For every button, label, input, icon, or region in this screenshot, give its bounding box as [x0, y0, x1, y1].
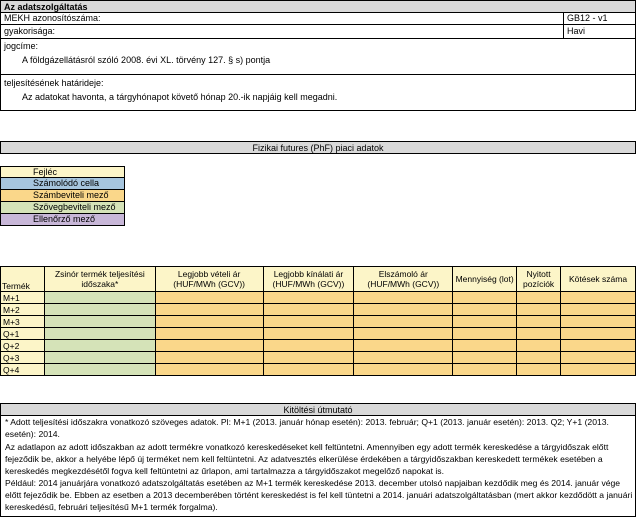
frequency-value-cell[interactable]	[563, 25, 636, 38]
col-header-best-bid: Legjobb vételi ár (HUF/MWh (GCV))	[155, 267, 263, 292]
col-header-termek: Termék	[1, 267, 45, 292]
legend-label: Ellenőrző mező	[33, 214, 96, 224]
best-ask-input[interactable]	[263, 328, 354, 340]
settlement-input[interactable]	[354, 340, 453, 352]
row-label: Q+2	[1, 340, 45, 352]
col-header-zsinor: Zsinór termék teljesítési időszaka*	[44, 267, 155, 292]
legal-basis-block	[0, 39, 636, 75]
open-positions-input[interactable]	[517, 292, 561, 304]
period-input[interactable]	[44, 352, 155, 364]
trades-input[interactable]	[561, 328, 636, 340]
row-label: Q+3	[1, 352, 45, 364]
best-ask-input[interactable]	[263, 352, 354, 364]
legal-basis-text: A földgázellátásról szóló 2008. évi XL. törvény 127. § s) pontja	[22, 55, 271, 65]
settlement-input[interactable]	[354, 292, 453, 304]
quantity-input[interactable]	[453, 328, 517, 340]
legal-basis-label: jogcíme:	[4, 41, 39, 51]
frequency-value: Havi	[567, 26, 586, 36]
period-input[interactable]	[44, 316, 155, 328]
open-positions-input[interactable]	[517, 304, 561, 316]
col-header-open-positions: Nyitott pozíciók	[517, 267, 561, 292]
best-ask-input[interactable]	[263, 364, 354, 376]
best-bid-input[interactable]	[155, 292, 263, 304]
open-positions-input[interactable]	[517, 352, 561, 364]
best-ask-input[interactable]	[263, 292, 354, 304]
legend-label: Fejléc	[33, 167, 58, 177]
row-label: M+1	[1, 292, 45, 304]
best-ask-input[interactable]	[263, 340, 354, 352]
period-input[interactable]	[44, 292, 155, 304]
instructions-body	[0, 416, 636, 517]
settlement-input[interactable]	[354, 328, 453, 340]
instructions-title: Kitöltési útmutató	[283, 405, 353, 415]
trades-input[interactable]	[561, 292, 636, 304]
section-title-bar	[0, 0, 636, 13]
table-row	[1, 352, 636, 364]
period-input[interactable]	[44, 304, 155, 316]
settlement-input[interactable]	[354, 316, 453, 328]
mekh-label: MEKH azonosítószáma:	[4, 13, 101, 23]
best-bid-input[interactable]	[155, 304, 263, 316]
instruction-paragraph: * Adott teljesítési időszakra vonatkozó szöveges adatok. Pl: M+1 (2013. január hónap esetén): 2013. február; Q+1 (2013. január esetén): 2013. Q2; Y+1 (2013. esetén): 2014.	[5, 417, 609, 439]
row-label: M+2	[1, 304, 45, 316]
trades-input[interactable]	[561, 340, 636, 352]
mekh-value: GB12 - v1	[567, 13, 608, 23]
deadline-block	[0, 75, 636, 111]
quantity-input[interactable]	[453, 340, 517, 352]
legend-label: Számbeviteli mező	[33, 190, 109, 200]
legend-item-check	[0, 214, 125, 226]
quantity-input[interactable]	[453, 304, 517, 316]
quantity-input[interactable]	[453, 292, 517, 304]
quantity-input[interactable]	[453, 352, 517, 364]
open-positions-input[interactable]	[517, 328, 561, 340]
legend-label: Számolódó cella	[33, 178, 100, 188]
mekh-row	[0, 13, 636, 25]
mekh-value-cell[interactable]	[563, 13, 636, 24]
subtitle-bar	[0, 141, 636, 154]
best-ask-input[interactable]	[263, 316, 354, 328]
col-header-settlement: Elszámoló ár (HUF/MWh (GCV))	[354, 267, 453, 292]
subtitle: Fizikai futures (PhF) piaci adatok	[252, 143, 384, 153]
trades-input[interactable]	[561, 304, 636, 316]
col-header-trades: Kötések száma	[561, 267, 636, 292]
section-title: Az adatszolgáltatás	[4, 2, 88, 12]
frequency-row	[0, 25, 636, 39]
table-row	[1, 316, 636, 328]
legend-item-header	[0, 166, 125, 178]
trades-input[interactable]	[561, 352, 636, 364]
col-header-quantity: Mennyiség (lot)	[453, 267, 517, 292]
best-bid-input[interactable]	[155, 316, 263, 328]
frequency-label: gyakorisága:	[4, 26, 56, 36]
settlement-input[interactable]	[354, 304, 453, 316]
open-positions-input[interactable]	[517, 364, 561, 376]
table-row	[1, 364, 636, 376]
best-bid-input[interactable]	[155, 328, 263, 340]
period-input[interactable]	[44, 364, 155, 376]
period-input[interactable]	[44, 340, 155, 352]
deadline-label: teljesítésének határideje:	[4, 78, 104, 88]
col-header-best-ask: Legjobb kínálati ár (HUF/MWh (GCV))	[263, 267, 354, 292]
best-bid-input[interactable]	[155, 352, 263, 364]
legend-item-number	[0, 190, 125, 202]
legend-label: Szövegbeviteli mező	[33, 202, 116, 212]
instructions-title-bar	[0, 403, 636, 416]
period-input[interactable]	[44, 328, 155, 340]
best-ask-input[interactable]	[263, 304, 354, 316]
futures-data-table	[0, 266, 636, 376]
quantity-input[interactable]	[453, 364, 517, 376]
quantity-input[interactable]	[453, 316, 517, 328]
instruction-paragraph: Az adatlapon az adott időszakban az adott termékre vonatkozó kereskedéseket kell feltüntetni. Amennyiben egy adott termék kereskedése a tárgyidőszak előtt fejeződik be, akkor a helyébe lépő új terméket nem kell feltüntetni. Az adatvesztés elkerülése érdekében a tárgyidőszakban kereskedett termékek esetében a kereskedés megkezdésétől fogva kell feltüntetni az űrlapon, ami tartalmazza a tárgyidőszakot megelőző napokat is.	[5, 442, 609, 476]
legend-item-calculated	[0, 178, 125, 190]
table-row	[1, 292, 636, 304]
best-bid-input[interactable]	[155, 364, 263, 376]
row-label: Q+4	[1, 364, 45, 376]
best-bid-input[interactable]	[155, 340, 263, 352]
row-label: M+3	[1, 316, 45, 328]
row-label: Q+1	[1, 328, 45, 340]
open-positions-input[interactable]	[517, 340, 561, 352]
instruction-paragraph: Például: 2014 januárjára vonatkozó adatszolgáltatás esetében az M+1 termék kereskedése 2013. december utolsó napjaiban kezdődik meg és 2014. január vége előtt fejeződik be. Ebben az esetben a 2013 decemberében történt kereskedést is fel kell tüntetni a 2014. januári adatszolgáltatásban (mert akkor kezdődött a januári kereskedésű, februári teljesítésű M+1 termék forgalma).	[5, 478, 633, 512]
deadline-text: Az adatokat havonta, a tárgyhónapot követő hónap 20.-ik napjáig kell megadni.	[22, 92, 338, 102]
trades-input[interactable]	[561, 364, 636, 376]
legend-item-text	[0, 202, 125, 214]
settlement-input[interactable]	[354, 364, 453, 376]
table-row	[1, 328, 636, 340]
trades-input[interactable]	[561, 316, 636, 328]
table-header-row	[1, 267, 636, 292]
open-positions-input[interactable]	[517, 316, 561, 328]
settlement-input[interactable]	[354, 352, 453, 364]
table-row	[1, 304, 636, 316]
table-row	[1, 340, 636, 352]
